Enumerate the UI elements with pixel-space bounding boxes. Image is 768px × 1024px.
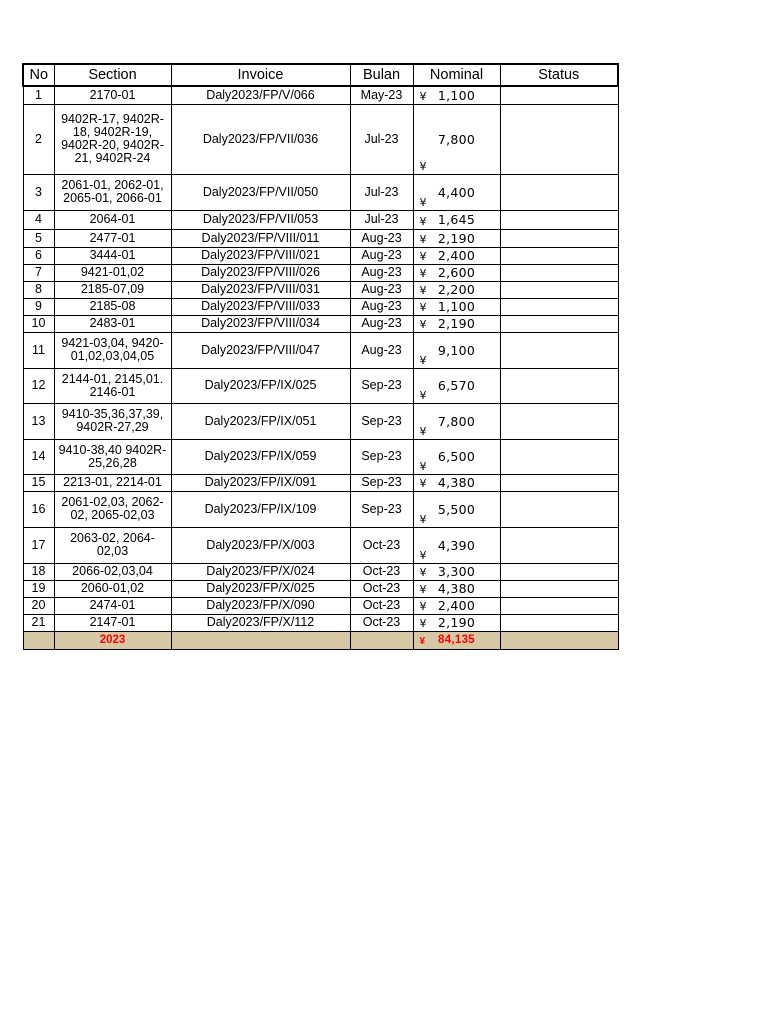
row-no: 20 xyxy=(23,597,54,614)
row-section: 2185-08 xyxy=(54,298,171,315)
row-invoice: Daly2023/FP/VIII/031 xyxy=(171,281,350,298)
row-no: 9 xyxy=(23,298,54,315)
row-invoice: Daly2023/FP/VIII/047 xyxy=(171,332,350,368)
row-section: 9410-35,36,37,39, 9402R-27,29 xyxy=(54,403,171,439)
table-row xyxy=(23,298,618,315)
row-status xyxy=(500,580,618,597)
row-section: 2474-01 xyxy=(54,597,171,614)
row-nominal-cell xyxy=(413,368,500,403)
row-nominal: 7,800 xyxy=(437,131,476,147)
yen-icon: ¥ xyxy=(419,353,427,367)
yen-icon: ¥ xyxy=(419,582,427,596)
yen-icon: ¥ xyxy=(419,195,427,209)
row-section: 2185-07,09 xyxy=(54,281,171,298)
table-row xyxy=(23,474,618,491)
table-row xyxy=(23,439,618,474)
yen-icon: ¥ xyxy=(419,249,427,263)
yen-icon: ¥ xyxy=(419,548,427,562)
header-invoice: Invoice xyxy=(171,64,350,86)
row-no: 8 xyxy=(23,281,54,298)
row-bulan: Oct-23 xyxy=(350,527,413,563)
row-status xyxy=(500,439,618,474)
table-row xyxy=(23,174,618,210)
row-bulan: Aug-23 xyxy=(350,281,413,298)
row-no: 3 xyxy=(23,174,54,210)
row-nominal-cell xyxy=(413,315,500,332)
row-no: 5 xyxy=(23,229,54,247)
row-nominal-cell xyxy=(413,580,500,597)
header-status: Status xyxy=(500,64,618,86)
table-row xyxy=(23,403,618,439)
row-invoice: Daly2023/FP/VII/036 xyxy=(171,104,350,174)
row-no: 13 xyxy=(23,403,54,439)
row-invoice: Daly2023/FP/VIII/021 xyxy=(171,247,350,264)
row-section: 2066-02,03,04 xyxy=(54,563,171,580)
yen-icon: ¥ xyxy=(419,512,427,526)
yen-icon: ¥ xyxy=(419,159,427,173)
row-bulan: Jul-23 xyxy=(350,174,413,210)
row-status xyxy=(500,491,618,527)
row-no: 10 xyxy=(23,315,54,332)
row-bulan: May-23 xyxy=(350,86,413,104)
header-row xyxy=(23,64,618,86)
row-invoice: Daly2023/FP/IX/059 xyxy=(171,439,350,474)
row-no: 12 xyxy=(23,368,54,403)
table-row xyxy=(23,491,618,527)
row-bulan: Aug-23 xyxy=(350,315,413,332)
row-nominal: 1,100 xyxy=(437,87,476,103)
yen-icon: ¥ xyxy=(419,300,427,314)
row-bulan: Aug-23 xyxy=(350,229,413,247)
total-status-cell xyxy=(500,631,618,649)
table-row xyxy=(23,614,618,631)
row-nominal: 6,570 xyxy=(437,378,476,393)
row-section: 2060-01,02 xyxy=(54,580,171,597)
row-nominal: 6,500 xyxy=(437,449,476,464)
row-nominal: 2,190 xyxy=(437,316,476,331)
row-bulan: Aug-23 xyxy=(350,332,413,368)
row-nominal-cell xyxy=(413,597,500,614)
row-no: 4 xyxy=(23,210,54,229)
yen-icon: ¥ xyxy=(419,266,427,280)
row-status xyxy=(500,368,618,403)
row-nominal-cell xyxy=(413,247,500,264)
row-bulan: Oct-23 xyxy=(350,597,413,614)
row-nominal: 7,800 xyxy=(437,413,476,429)
row-section: 9410-38,40 9402R-25,26,28 xyxy=(54,439,171,474)
row-bulan: Oct-23 xyxy=(350,563,413,580)
row-status xyxy=(500,247,618,264)
row-bulan: Sep-23 xyxy=(350,403,413,439)
row-no: 15 xyxy=(23,474,54,491)
total-bulan-cell xyxy=(350,631,413,649)
row-section: 2477-01 xyxy=(54,229,171,247)
row-section: 2483-01 xyxy=(54,315,171,332)
yen-icon: ¥ xyxy=(419,89,427,103)
row-nominal-cell xyxy=(413,264,500,281)
total-no-cell xyxy=(23,631,54,649)
row-nominal-cell xyxy=(413,229,500,247)
row-status xyxy=(500,614,618,631)
row-no: 14 xyxy=(23,439,54,474)
yen-icon: ¥ xyxy=(419,317,427,331)
row-no: 21 xyxy=(23,614,54,631)
row-bulan: Jul-23 xyxy=(350,104,413,174)
row-no: 1 xyxy=(23,86,54,104)
row-nominal: 2,600 xyxy=(437,265,476,280)
row-bulan: Sep-23 xyxy=(350,491,413,527)
row-nominal-cell xyxy=(413,563,500,580)
row-status xyxy=(500,315,618,332)
row-nominal-cell xyxy=(413,614,500,631)
row-invoice: Daly2023/FP/IX/109 xyxy=(171,491,350,527)
header-section: Section xyxy=(54,64,171,86)
row-nominal-cell xyxy=(413,174,500,210)
row-invoice: Daly2023/FP/X/112 xyxy=(171,614,350,631)
row-invoice: Daly2023/FP/IX/025 xyxy=(171,368,350,403)
table-row xyxy=(23,563,618,580)
row-bulan: Oct-23 xyxy=(350,614,413,631)
row-nominal: 2,400 xyxy=(437,598,476,613)
row-bulan: Aug-23 xyxy=(350,264,413,281)
table-row xyxy=(23,580,618,597)
row-nominal: 4,400 xyxy=(437,184,476,200)
row-bulan: Jul-23 xyxy=(350,210,413,229)
row-invoice: Daly2023/FP/X/003 xyxy=(171,527,350,563)
row-no: 16 xyxy=(23,491,54,527)
row-nominal: 2,190 xyxy=(437,615,476,630)
row-no: 2 xyxy=(23,104,54,174)
table-row xyxy=(23,104,618,174)
row-status xyxy=(500,264,618,281)
row-nominal-cell xyxy=(413,403,500,439)
row-status xyxy=(500,229,618,247)
row-section: 2064-01 xyxy=(54,210,171,229)
row-status xyxy=(500,597,618,614)
row-nominal: 4,380 xyxy=(437,581,476,596)
row-status xyxy=(500,86,618,104)
row-status xyxy=(500,210,618,229)
table-row xyxy=(23,247,618,264)
total-nominal: 84,135 xyxy=(438,633,475,646)
row-nominal-cell xyxy=(413,298,500,315)
table-row xyxy=(23,229,618,247)
row-nominal: 3,300 xyxy=(437,564,476,579)
row-bulan: Sep-23 xyxy=(350,439,413,474)
row-nominal: 5,500 xyxy=(437,501,476,517)
row-status xyxy=(500,563,618,580)
row-invoice: Daly2023/FP/IX/051 xyxy=(171,403,350,439)
row-bulan: Aug-23 xyxy=(350,298,413,315)
row-bulan: Sep-23 xyxy=(350,474,413,491)
table-row xyxy=(23,597,618,614)
row-no: 11 xyxy=(23,332,54,368)
row-nominal: 1,100 xyxy=(437,299,476,314)
yen-icon: ¥ xyxy=(419,424,427,438)
yen-icon: ¥ xyxy=(419,476,427,490)
row-invoice: Daly2023/FP/VII/050 xyxy=(171,174,350,210)
invoice-table xyxy=(22,63,619,650)
row-nominal: 4,390 xyxy=(437,537,476,553)
row-invoice: Daly2023/FP/V/066 xyxy=(171,86,350,104)
header-nominal: Nominal xyxy=(413,64,500,86)
row-status xyxy=(500,332,618,368)
row-nominal: 2,400 xyxy=(437,248,476,263)
row-nominal-cell xyxy=(413,210,500,229)
yen-icon: ¥ xyxy=(419,214,427,228)
yen-icon: ¥ xyxy=(419,283,427,297)
total-label: 2023 xyxy=(54,631,171,649)
yen-icon: ¥ xyxy=(419,616,427,630)
row-nominal-cell xyxy=(413,281,500,298)
yen-icon: ¥ xyxy=(419,388,427,402)
row-nominal: 9,100 xyxy=(437,342,476,358)
table-row xyxy=(23,315,618,332)
row-status xyxy=(500,527,618,563)
total-invoice-cell xyxy=(171,631,350,649)
row-section: 2170-01 xyxy=(54,86,171,104)
row-nominal: 1,645 xyxy=(437,212,476,227)
row-section: 9402R-17, 9402R-18, 9402R-19, 9402R-20, 9402R-21, 9402R-24 xyxy=(54,104,171,174)
row-status xyxy=(500,104,618,174)
row-section: 9421-03,04, 9420-01,02,03,04,05 xyxy=(54,332,171,368)
table-row xyxy=(23,210,618,229)
total-row xyxy=(23,631,618,649)
row-nominal-cell xyxy=(413,439,500,474)
row-no: 6 xyxy=(23,247,54,264)
row-section: 2061-01, 2062-01, 2065-01, 2066-01 xyxy=(54,174,171,210)
yen-icon: ¥ xyxy=(419,635,426,647)
row-nominal: 2,190 xyxy=(437,230,476,246)
row-no: 7 xyxy=(23,264,54,281)
row-invoice: Daly2023/FP/X/024 xyxy=(171,563,350,580)
table-row xyxy=(23,281,618,298)
yen-icon: ¥ xyxy=(419,565,427,579)
row-status xyxy=(500,174,618,210)
yen-icon: ¥ xyxy=(419,599,427,613)
row-no: 18 xyxy=(23,563,54,580)
row-section: 2144-01, 2145,01. 2146-01 xyxy=(54,368,171,403)
yen-icon: ¥ xyxy=(419,232,427,246)
table-row xyxy=(23,527,618,563)
row-nominal-cell xyxy=(413,332,500,368)
row-no: 17 xyxy=(23,527,54,563)
row-nominal-cell xyxy=(413,474,500,491)
row-invoice: Daly2023/FP/X/025 xyxy=(171,580,350,597)
row-nominal-cell xyxy=(413,527,500,563)
row-bulan: Aug-23 xyxy=(350,247,413,264)
total-nominal-cell xyxy=(413,631,500,649)
header-bulan: Bulan xyxy=(350,64,413,86)
row-status xyxy=(500,281,618,298)
row-no: 19 xyxy=(23,580,54,597)
row-bulan: Oct-23 xyxy=(350,580,413,597)
row-invoice: Daly2023/FP/IX/091 xyxy=(171,474,350,491)
row-nominal-cell xyxy=(413,104,500,174)
row-section: 2213-01, 2214-01 xyxy=(54,474,171,491)
row-invoice: Daly2023/FP/VII/053 xyxy=(171,210,350,229)
row-invoice: Daly2023/FP/VIII/033 xyxy=(171,298,350,315)
yen-icon: ¥ xyxy=(419,459,427,473)
row-section: 9421-01,02 xyxy=(54,264,171,281)
row-section: 2061-02,03, 2062-02, 2065-02,03 xyxy=(54,491,171,527)
row-section: 3444-01 xyxy=(54,247,171,264)
row-invoice: Daly2023/FP/VIII/026 xyxy=(171,264,350,281)
table-row xyxy=(23,332,618,368)
row-invoice: Daly2023/FP/X/090 xyxy=(171,597,350,614)
row-nominal-cell xyxy=(413,491,500,527)
row-nominal-cell xyxy=(413,86,500,104)
row-bulan: Sep-23 xyxy=(350,368,413,403)
row-status xyxy=(500,403,618,439)
header-no: No xyxy=(23,64,54,86)
row-section: 2063-02, 2064-02,03 xyxy=(54,527,171,563)
row-status xyxy=(500,474,618,491)
row-invoice: Daly2023/FP/VIII/011 xyxy=(171,229,350,247)
table-row xyxy=(23,368,618,403)
row-section: 2147-01 xyxy=(54,614,171,631)
table-row xyxy=(23,264,618,281)
table-body xyxy=(23,86,618,631)
row-status xyxy=(500,298,618,315)
table-row xyxy=(23,86,618,104)
row-nominal: 4,380 xyxy=(437,475,476,490)
row-nominal: 2,200 xyxy=(437,282,476,297)
row-invoice: Daly2023/FP/VIII/034 xyxy=(171,315,350,332)
